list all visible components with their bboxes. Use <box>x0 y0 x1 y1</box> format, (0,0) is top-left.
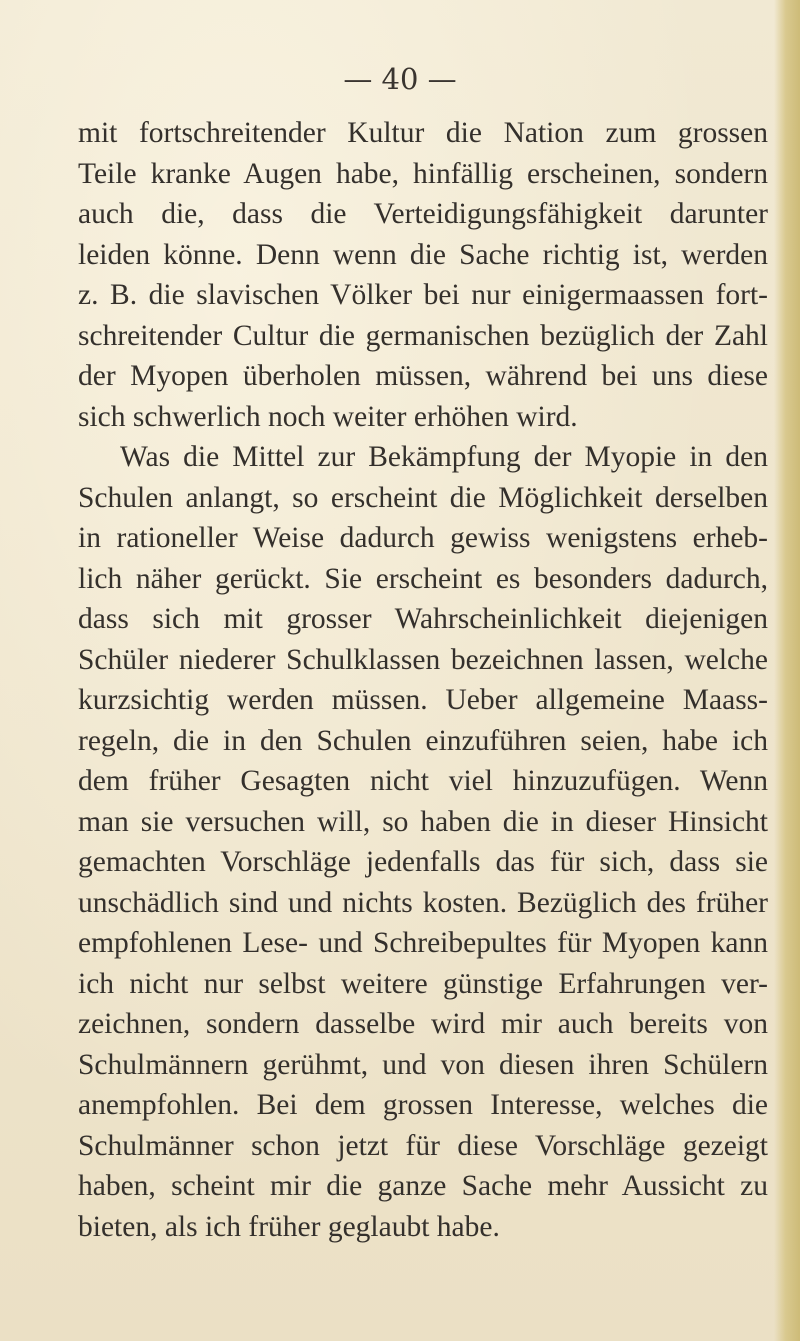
text-line: Was die Mittel zur Bekämpfung der Myopie in den <box>120 441 768 473</box>
text-line: in rationeller Weise dadurch gewiss wenigstens erheb- <box>78 522 768 554</box>
text-line: Schulmänner schon jetzt für diese Vorschläge gezeigt <box>78 1129 768 1162</box>
text-line: Teile kranke Augen habe, hinfällig erscheinen, sondern <box>78 157 768 190</box>
text-line: schreitender Cultur die germanischen bezüglich der Zahl <box>78 319 768 352</box>
text-line: dem früher Gesagten nicht viel hinzuzufügen. Wenn <box>78 765 768 797</box>
page-number: — 40 — <box>343 62 457 96</box>
text-line: auch die, dass die Verteidigungsfähigkeit darunter <box>78 198 768 230</box>
text-line: gemachten Vorschläge jedenfalls das für sich, dass sie <box>78 846 768 878</box>
text-line: Schulen anlangt, so erscheint die Möglichkeit derselben <box>78 481 768 514</box>
paragraph-2 <box>78 437 768 1247</box>
text-line: mit fortschreitender Kultur die Nation zum grossen <box>78 117 768 149</box>
text-line: leiden könne. Denn wenn die Sache richtig ist, werden <box>78 238 768 271</box>
page-edge <box>774 0 800 1341</box>
text-line: ich nicht nur selbst weitere günstige Erfahrungen ver- <box>78 967 768 1000</box>
text-line: Schulmännern gerühmt, und von diesen ihren Schülern <box>78 1048 768 1081</box>
text-line: sich schwerlich noch weiter erhöhen wird. <box>78 400 578 433</box>
text-line: man sie versuchen will, so haben die in dieser Hinsicht <box>78 805 768 838</box>
text-line: der Myopen überholen müssen, während bei uns diese <box>78 360 768 392</box>
text-line: kurzsichtig werden müssen. Ueber allgemeine Maass- <box>78 684 768 716</box>
text-line: haben, scheint mir die ganze Sache mehr Aussicht zu <box>78 1170 768 1202</box>
text-line: regeln, die in den Schulen einzuführen seien, habe ich <box>78 724 768 757</box>
text-line: bieten, als ich früher geglaubt habe. <box>78 1210 500 1243</box>
text-line: z. B. die slavischen Völker bei nur einigermaassen fort- <box>78 279 768 311</box>
text-line: zeichnen, sondern dasselbe wird mir auch bereits von <box>78 1008 768 1040</box>
text-line: dass sich mit grosser Wahrscheinlichkeit diejenigen <box>78 603 768 635</box>
text-line: empfohlenen Lese- und Schreibepultes für Myopen kann <box>78 927 768 959</box>
text-line: unschädlich sind und nichts kosten. Bezüglich des früher <box>78 886 768 919</box>
paragraph-1 <box>78 113 768 437</box>
text-line: anempfohlen. Bei dem grossen Interesse, welches die <box>78 1089 768 1121</box>
text-line: Schüler niederer Schulklassen bezeichnen lassen, welche <box>78 643 768 676</box>
text-line: lich näher gerückt. Sie erscheint es besonders dadurch, <box>78 562 768 595</box>
body-text <box>78 113 768 1247</box>
